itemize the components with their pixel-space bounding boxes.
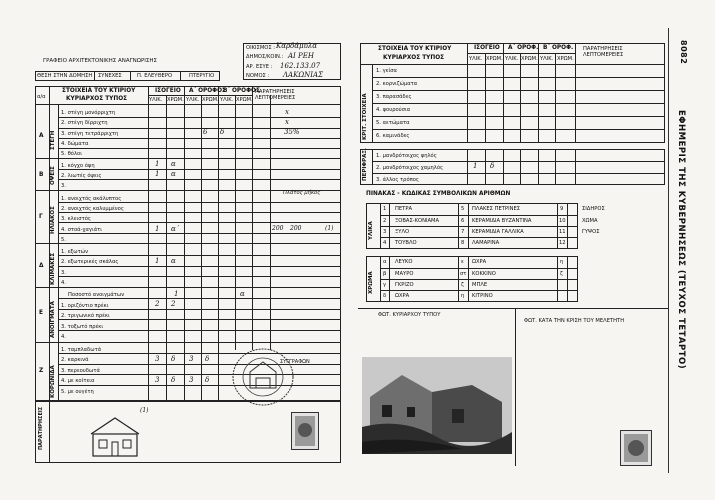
photo-right-caption: ΦΩΤ. ΚΑΤΑ ΤΗΝ ΚΡΙΣΗ ΤΟΥ ΜΕΛΕΤΗΤΗ	[524, 318, 625, 324]
row-d-1: 1. εξωτών	[61, 249, 89, 255]
location-option-3: ΠΤΕΡΥΓΙΟ	[189, 73, 215, 79]
mark-b1-mat: 1	[155, 160, 160, 168]
color-name: ΩΧΡΑ	[472, 259, 487, 265]
mark-e1-mat: 2	[155, 300, 160, 308]
mat-code: 1	[383, 206, 387, 212]
number-value: 162.133.07	[280, 62, 321, 70]
row-b-3: 3.	[61, 183, 66, 189]
right-col-title: ΣΤΟΙΧΕΙΑ ΤΟΥ ΚΤΙΡΙΟΥ	[378, 46, 452, 52]
r2-row-1: 1. μανδρότοιχος ψηλός	[376, 153, 437, 159]
color-code: α	[383, 259, 387, 265]
right-sub-3: ΥΛΙΚ.	[505, 56, 519, 62]
mat-code: 12	[559, 240, 566, 246]
right-section2-name: ΠΕΡΙΦΡΑΞ.	[362, 148, 368, 181]
building-photo	[362, 357, 512, 454]
prefecture-label: ΝΟΜΟΣ :	[246, 73, 270, 79]
mark-a3-col: δ	[220, 128, 225, 136]
mat-code: 4	[383, 240, 387, 246]
right-sub-6: ΧΡΩΜ.	[557, 56, 574, 62]
platos-label: Πλάτος μήκος	[283, 190, 321, 196]
mat-name: ΚΕΡΑΜΙΔΙΑ ΒΥΖΑΝΤΙΝΑ	[472, 218, 532, 224]
color-code: γ	[383, 282, 387, 288]
r2-row-2: 2. μανδρότοιχος χαμηλός	[376, 165, 444, 171]
codes-title: ΠΙΝΑΚΑΣ - ΚΩΔΙΚΑΣ ΣΥΜΒΟΛΙΚΩΝ ΑΡΙΘΜΩΝ	[366, 191, 511, 197]
mark-e1-col: 2	[171, 300, 176, 308]
color-code: β	[383, 271, 387, 277]
color-code: ε	[461, 259, 464, 265]
right-sub-2: ΧΡΩΜ.	[486, 56, 503, 62]
section-letter-e: Ε	[39, 310, 43, 316]
row-e-3: 3. τοξωτό πρέκι	[61, 324, 104, 330]
right-sub-4: ΧΡΩΜ.	[521, 56, 538, 62]
location-option-1: ΣΥΝΕΧΕΣ	[98, 73, 122, 79]
mat-name: ΣΙΔΗΡΟΣ	[582, 206, 605, 212]
mat-code: 7	[461, 229, 465, 235]
page-number: 8082	[679, 40, 688, 65]
row-g-3: 3. κλειστός	[61, 216, 91, 222]
mark-g4-w: 200	[272, 225, 284, 232]
color-name: ΜΠΛΕ	[472, 282, 488, 288]
mat-code: 5	[461, 206, 465, 212]
right-floor-header-2: Α΄ ΟΡΟΦ.	[508, 45, 539, 51]
row-a-2: 2. στέγη δίρριχτη	[61, 120, 108, 126]
left-sub-6: ΧΡΩΜ.	[236, 97, 253, 103]
sketch-note: (1)	[140, 407, 149, 414]
section-name-z: ΚΟΡΩΝΙΔΑ	[50, 365, 56, 398]
row-z-5: 5. με ουγέτη	[61, 389, 94, 395]
mark-z4-2: δ	[171, 376, 176, 384]
mat-name: ΤΟΥΒΛΟ	[395, 240, 417, 246]
mark-a3-mat: 6	[203, 128, 208, 136]
mat-name: ΧΩΜΑ	[582, 218, 598, 224]
mark-g4-note: (1)	[325, 225, 334, 232]
row-a-4: 4. δώματα	[61, 141, 89, 147]
row-d-2: 2. εξωτερικές σκάλας	[61, 259, 119, 265]
mat-code: 11	[559, 229, 566, 235]
mark-z2-3: 3	[189, 355, 194, 363]
section-letter-a: Α	[39, 133, 44, 139]
left-sub-5: ΥΛΙΚ.	[220, 97, 234, 103]
mark-z2-2: δ	[171, 355, 176, 363]
color-code: η	[461, 293, 465, 299]
mat-code: 9	[560, 206, 564, 212]
municipality-label: ΔΗΜΟΣ/ΚΟΙΝ.:	[246, 54, 284, 60]
mat-name: ΞΥΛΟ	[395, 229, 410, 235]
row-e-2: 2. τριγωνικό πρέκι	[61, 313, 110, 319]
color-code: δ	[383, 293, 387, 299]
section-letter-g: Γ	[39, 214, 43, 220]
r1-row-5: 5. αετώματα	[376, 120, 410, 126]
left-vertical-label: ΠΑΡΑΤΗΡΗΣΕΙΣ	[38, 406, 44, 450]
r1-row-2: 2. κορνιζώματα	[376, 81, 418, 87]
mark-b2-mat: 1	[155, 170, 160, 178]
fence-mark-col: δ	[490, 162, 495, 170]
right-col-subtitle: ΚΥΡΙΑΡΧΟΣ ΤΥΠΟΣ	[383, 55, 445, 61]
row-e-4: 4.	[61, 334, 66, 340]
color-name: ΚΙΤΡΙΝΟ	[472, 293, 493, 299]
left-remarks-header: ΠΑΡΑΤΗΡΗΣΕΙΣ ΛΕΠΤΟΜΕΡΕΙΕΣ	[255, 89, 296, 101]
row-a-5: 5. θόλοι	[61, 151, 82, 157]
mark-g4-col: α΄	[171, 225, 180, 233]
row-g-4: 4. στοά-χαγιάτι	[61, 227, 103, 233]
left-sub-1: ΥΛΙΚ.	[149, 97, 163, 103]
color-name: ΛΕΥΚΟ	[395, 259, 413, 265]
section-letter-d: Δ	[39, 263, 44, 269]
left-floor-header-2: Α΄ ΟΡΟΦΟΣ	[189, 88, 226, 94]
mark-b1-col: α	[171, 160, 176, 168]
gazette-title: ΕΦΗΜΕΡΙΣ ΤΗΣ ΚΥΒΕΡΝΗΣΕΩΣ (ΤΕΥΧΟΣ ΤΕΤΑΡΤΟ)	[676, 110, 686, 370]
color-code: ζ	[560, 271, 563, 277]
mark-e0-b: α	[240, 290, 245, 298]
left-sub-3: ΥΛΙΚ.	[186, 97, 200, 103]
mark-z4-1: 3	[155, 376, 160, 384]
right-sub-5: ΥΛΙΚ.	[540, 56, 554, 62]
mat-name: ΠΛΑΚΕΣ ΠΕΤΡΙΝΕΣ	[472, 206, 521, 212]
stamp-text: ΣΥΓΓΡΑΦΩΝ	[280, 359, 310, 365]
mat-code: 6	[461, 218, 465, 224]
section-letter-z: Ζ	[39, 368, 44, 374]
office-title: ΓΡΑΦΕΙΟ ΑΡΧΙΤΕΚΤΟΝΙΚΗΣ ΑΝΑΓΝΩΡΙΣΗΣ	[43, 58, 157, 64]
r1-row-6: 6. καμινάδες	[376, 133, 410, 139]
house-sketch	[85, 412, 145, 458]
mat-name: ΛΑΜΑΡΙΝΑ	[472, 240, 500, 246]
settlement-label: ΟΙΚΙΣΜΟΣ :	[246, 45, 276, 51]
right-floor-header-3: Β΄ ΟΡΟΦ.	[543, 45, 574, 51]
section-name-g: ΗΛΙΑΚΟΣ	[50, 206, 56, 234]
left-sub-4: ΧΡΩΜ.	[202, 97, 219, 103]
mark-e0-a: 1	[174, 290, 179, 298]
color-name: ΜΑΥΡΟ	[395, 271, 414, 277]
row-z-4: 4. με κοίτεια	[61, 378, 95, 384]
row-a-1: 1. στέγη μονόρριχτη	[61, 110, 116, 116]
settlement-value: Καρδάμυλα	[276, 42, 317, 50]
materials-label: ΥΛΙΚΑ	[368, 221, 374, 240]
section-name-b: ΟΨΕΙΣ	[50, 166, 56, 185]
row-b-1: 1. κόγχο όψη	[61, 163, 95, 169]
mat-name: ΠΕΤΡΑ	[395, 206, 413, 212]
mark-z2-1: 3	[155, 355, 160, 363]
right-section1-name: ΚΡΙΤ. ΣΤΟΙΧΕΙΑ	[362, 93, 368, 140]
prefecture-value: ΛΑΚΩΝΙΑΣ	[283, 71, 324, 79]
right-floor-header-1: ΙΣΟΓΕΙΟ	[474, 45, 500, 51]
mat-code: 10	[559, 218, 566, 224]
color-name: ΩΧΡΑ	[395, 293, 410, 299]
row-g-5: 5.	[61, 237, 66, 243]
row-e-0: Ποσοστό ανοιγμάτων	[68, 292, 125, 298]
section-name-e: ΑΝΟΙΓΜΑΤΑ	[50, 301, 56, 338]
right-sub-1: ΥΛΙΚ.	[469, 56, 483, 62]
left-sub-2: ΧΡΩΜ.	[167, 97, 184, 103]
photo-left-caption: ΦΩΤ. ΚΥΡΙΑΡΧΟΥ ΤΥΠΟΥ	[378, 312, 441, 318]
colors-label: ΧΡΩΜΑ	[368, 271, 374, 294]
color-code: ζ	[461, 282, 464, 288]
section-name-a: ΣΤΕΓΗ	[50, 130, 56, 150]
mark-z2-4: δ	[205, 355, 210, 363]
left-col-subtitle: ΚΥΡΙΑΡΧΟΣ ΤΥΠΟΣ	[66, 96, 128, 102]
section-name-d: ΚΛΙΜΑΚΕΣ	[50, 252, 56, 285]
mark-z4-4: δ	[205, 376, 210, 384]
mark-a1: x	[285, 108, 289, 116]
fence-mark-mat: 1	[473, 162, 478, 170]
row-z-3: 3. περεουδωτά	[61, 368, 100, 374]
mark-a2: x	[285, 118, 289, 126]
location-option-2: Π. ΕΛΕΥΘΕΡΟ	[137, 73, 173, 79]
row-e-1: 1. οριζόντιο πρέκι	[61, 303, 109, 309]
municipality-value: ΑΙ ΡΕΗ	[288, 52, 314, 60]
postage-stamp-right	[620, 430, 652, 466]
row-g-1: 1. ανοιχτός ακάλυπτος	[61, 196, 122, 202]
section-letter-b: Β	[39, 172, 44, 178]
mark-b2-col: α	[171, 170, 176, 178]
mat-name: ΞΟΒΑΣ-ΚΟΝΙΑΜΑ	[395, 218, 440, 224]
color-code: η	[560, 259, 564, 265]
mat-name: ΚΕΡΑΜΙΔΙΑ ΓΑΛΛΙΚΑ	[472, 229, 524, 235]
postage-stamp-left	[291, 412, 319, 450]
row-d-3: 3.	[61, 270, 66, 276]
mat-code: 3	[383, 229, 387, 235]
color-name: ΚΟΚΚΙΝΟ	[472, 271, 496, 277]
row-z-2: 2. καρκινά	[61, 357, 89, 363]
color-code: στ	[460, 271, 467, 277]
row-d-4: 4.	[61, 280, 66, 286]
row-g-2: 2. ανοιχτός καλυμμένος	[61, 206, 124, 212]
mark-a3-remark: 35%	[284, 128, 300, 136]
mark-d2-mat: 1	[155, 257, 160, 265]
mat-code: 2	[383, 218, 387, 224]
mat-code: 8	[461, 240, 465, 246]
right-remarks-header: ΠΑΡΑΤΗΡΗΣΕΙΣ ΛΕΠΤΟΜΕΡΕΙΕΣ	[583, 46, 624, 58]
left-floor-header-1: ΙΣΟΓΕΙΟ	[155, 88, 181, 94]
left-col-title: ΣΤΟΙΧΕΙΑ ΤΟΥ ΚΤΙΡΙΟΥ	[62, 88, 136, 94]
mark-z4-3: 3	[189, 376, 194, 384]
r1-row-3: 3. παρασάδες	[376, 94, 412, 100]
r2-row-3: 3. άλλος τρόπος	[376, 177, 419, 183]
row-z-1: 1. ταμπλαδωτά	[61, 347, 102, 353]
mark-d2-col: α	[171, 257, 176, 265]
mark-g4-mat: 1	[155, 225, 160, 233]
aa-label: α/α	[37, 94, 46, 100]
color-name: ΓΚΡΙΖΟ	[395, 282, 414, 288]
r1-row-4: 4. φουρούσια	[376, 107, 411, 113]
left-floor-header-3: Β΄ ΟΡΟΦΟΣ	[223, 88, 260, 94]
number-label: ΑΡ. ΕΣΥΕ :	[246, 64, 273, 70]
location-label: ΘΕΣΗ ΣΤΗΝ ΔΟΜΗΣΗ	[37, 73, 93, 79]
mat-name: ΓΥΨΟΣ	[582, 229, 600, 235]
row-b-2: 2. λιωτές όψεις	[61, 173, 102, 179]
mark-g4-l: 200	[290, 225, 302, 232]
row-a-3: 3. στέγη τετράρριχτη	[61, 131, 119, 137]
r1-row-1: 1. γείσα	[376, 68, 397, 74]
